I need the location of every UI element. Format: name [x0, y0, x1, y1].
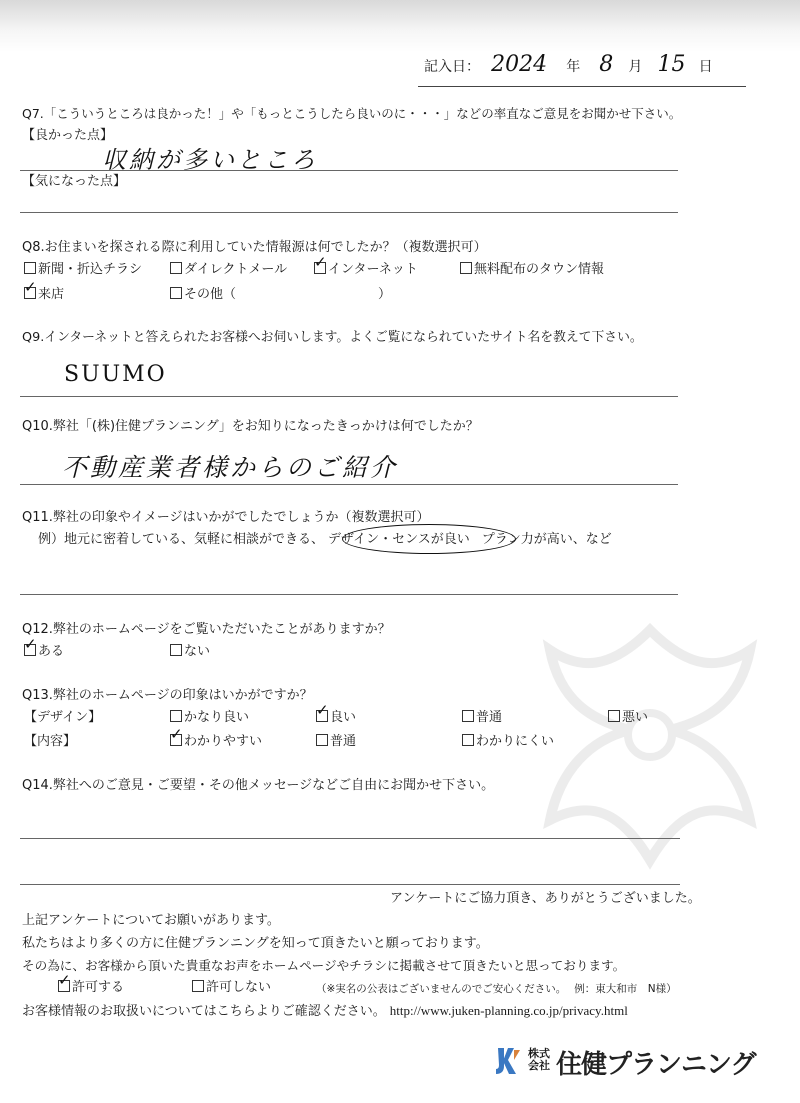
q10-line — [20, 484, 678, 485]
q13-option-label: わかりにくい — [476, 734, 555, 749]
q13-design-checkbox[interactable] — [316, 710, 328, 722]
q8-checkbox-other[interactable] — [170, 287, 182, 299]
deny-label: 許可しない — [206, 980, 272, 995]
logo-prefix: 株式会社 — [528, 1047, 550, 1072]
q11-circle-mark — [342, 524, 516, 554]
q13-design-checkbox[interactable] — [170, 710, 182, 722]
ornament-watermark-icon — [520, 610, 780, 910]
q8-option-label: ダイレクトメール — [184, 262, 288, 277]
q12-question: Q12.弊社のホームページをご覧いただいたことがありますか？ — [22, 622, 391, 637]
q12-checkbox-no[interactable] — [170, 644, 182, 656]
company-logo-icon — [494, 1044, 524, 1078]
q12-option-no[interactable] — [170, 644, 210, 660]
q14-question: Q14.弊社へのご意見・ご要望・その他メッセージなどご自由にお聞かせ下さい。 — [22, 778, 495, 793]
privacy-link[interactable]: http://www.juken-planning.co.jp/privacy.html — [389, 1003, 628, 1018]
q8-option-label: その他（ — [184, 287, 237, 302]
footer-note — [316, 981, 677, 997]
q14-line-1 — [20, 838, 680, 839]
q7-good-label: 【良かった点】 — [22, 128, 114, 143]
q7-good-line — [20, 170, 678, 171]
q8-option-label: 来店 — [38, 287, 65, 302]
q11-question: Q11.弊社の印象やイメージはいかがでしたでしょうか（複数選択可） — [22, 510, 430, 525]
q9-question: Q9.インターネットと答えられたお客様へお伺いします。よくご覧になられていたサイト名を教えて下さい。 — [22, 330, 643, 345]
q13-content-clear[interactable] — [170, 734, 262, 750]
q13-design-checkbox[interactable] — [608, 710, 620, 722]
q8-checkbox-town-info[interactable] — [460, 262, 472, 274]
q13-content-checkbox[interactable] — [316, 734, 328, 746]
date-month-unit: 月 — [628, 59, 643, 75]
footer-permit-option[interactable] — [58, 980, 124, 996]
q13-content-label: 【内容】 — [24, 734, 77, 749]
q8-option-dm[interactable] — [170, 262, 287, 278]
q8-option-label: インターネット — [328, 262, 418, 277]
q8-option-internet[interactable] — [314, 262, 418, 278]
q13-content-checkbox[interactable] — [462, 734, 474, 746]
q9-answer[interactable]: SUUMO — [64, 362, 167, 387]
q13-option-label: 良い — [330, 710, 357, 725]
q7-concern-label: 【気になった点】 — [22, 174, 127, 189]
q13-design-normal[interactable] — [462, 710, 502, 726]
q13-question: Q13.弊社のホームページの印象はいかがですか？ — [22, 688, 313, 703]
q13-design-label: 【デザイン】 — [24, 710, 102, 725]
q13-option-label: 普通 — [330, 734, 357, 749]
q8-checkbox-internet[interactable] — [314, 262, 326, 274]
q13-option-label: 普通 — [476, 710, 503, 725]
date-underline — [418, 86, 746, 87]
q11-example-circled[interactable]: デザイン・センスが良い — [328, 532, 470, 547]
footer-privacy — [22, 1003, 628, 1020]
q12-option-yes[interactable] — [24, 644, 64, 660]
date-year: 2024 — [491, 52, 548, 77]
date-month: 8 — [599, 52, 614, 77]
q8-question: Q8.お住まいを探される際に利用していた情報源は何でしたか？（複数選択可） — [22, 240, 487, 255]
q8-option-newspaper[interactable] — [24, 262, 142, 278]
q7-question: Q7.「こういうところは良かった！」や「もっとこうしたら良いのに・・・」などの率直なご意見をお聞かせ下さい。 — [22, 106, 682, 121]
q13-option-label: わかりやすい — [184, 734, 263, 749]
logo-name: 住健プランニング — [556, 1050, 756, 1080]
footer-note-example: 例：東大和市 N様） — [574, 983, 677, 995]
date-row — [424, 52, 713, 86]
q10-question: Q10.弊社「(株)住健プランニング」をお知りになったきっかけは何でしたか？ — [22, 419, 479, 434]
q13-content-unclear[interactable] — [462, 734, 554, 750]
deny-checkbox[interactable] — [192, 980, 204, 992]
privacy-text: お客様情報のお取扱いについてはこちらよりご確認ください。 — [22, 1004, 386, 1019]
q8-option-label: 新聞・折込チラシ — [38, 262, 143, 277]
footer-request-2: 私たちはより多くの方に住健プランニングを知って頂きたいと願っております。 — [22, 936, 489, 951]
q13-design-checkbox[interactable] — [462, 710, 474, 722]
q11-example — [38, 532, 612, 548]
q11-example-suffix: プラン力が高い、など — [481, 532, 612, 547]
q13-content-checkbox[interactable] — [170, 734, 182, 746]
permit-label: 許可する — [72, 980, 125, 995]
scan-shadow — [0, 0, 800, 52]
footer-deny-option[interactable] — [192, 980, 271, 996]
date-year-unit: 年 — [566, 59, 581, 75]
date-day-unit: 日 — [698, 59, 713, 75]
q12-checkbox-yes[interactable] — [24, 644, 36, 656]
q8-checkbox-visit[interactable] — [24, 287, 36, 299]
q13-option-label: 悪い — [622, 710, 649, 725]
q13-option-label: かなり良い — [184, 710, 250, 725]
footer-note-text: （※実名の公表はございませんのでご安心ください。 — [316, 983, 567, 995]
q11-example-prefix: 例）地元に密着している、気軽に相談ができる、 — [38, 532, 325, 547]
q8-option-visit[interactable] — [24, 287, 64, 303]
q9-line — [20, 396, 678, 397]
permit-checkbox[interactable] — [58, 980, 70, 992]
q13-design-bad[interactable] — [608, 710, 648, 726]
q13-design-very-good[interactable] — [170, 710, 249, 726]
q8-checkbox-newspaper[interactable] — [24, 262, 36, 274]
footer-thanks: アンケートにご協力頂き、ありがとうございました。 — [390, 891, 701, 906]
q13-design-good[interactable] — [316, 710, 356, 726]
q8-other-close: ） — [378, 287, 392, 302]
footer-request-1: 上記アンケートについてお願いがあります。 — [22, 913, 280, 928]
footer-request-3: その為に、お客様から頂いた貴重なお声をホームページやチラシに掲載させて頂きたいと思っております。 — [22, 958, 626, 973]
q7-concern-line — [20, 212, 678, 213]
q7-good-answer[interactable]: 収納が多いところ — [102, 146, 318, 174]
q8-checkbox-dm[interactable] — [170, 262, 182, 274]
q12-option-label: ある — [38, 644, 65, 659]
q11-line — [20, 594, 678, 595]
q8-option-town-info[interactable] — [460, 262, 604, 278]
q8-option-other[interactable] — [170, 287, 236, 303]
q8-option-label: 無料配布のタウン情報 — [474, 262, 605, 277]
q12-option-label: ない — [184, 644, 211, 659]
q10-answer[interactable]: 不動産業者様からのご紹介 — [62, 453, 399, 482]
q14-line-2 — [20, 884, 680, 885]
company-logo — [528, 1044, 755, 1081]
date-label: 記入日： — [424, 59, 480, 75]
date-day: 15 — [657, 52, 686, 77]
q13-content-normal[interactable] — [316, 734, 356, 750]
